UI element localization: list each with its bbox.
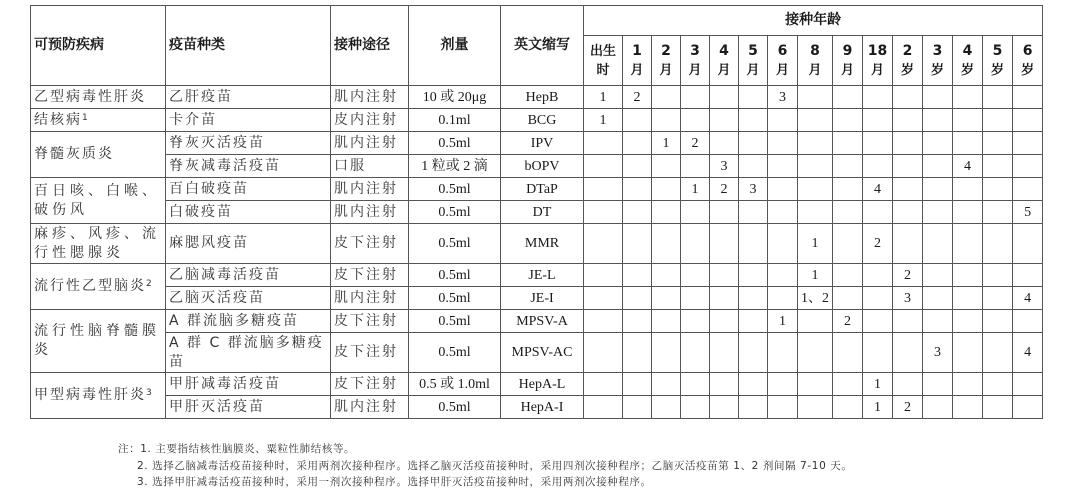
vaccine-cell: 百白破疫苗 (166, 178, 331, 201)
dose-number-cell (681, 264, 710, 287)
dose-number-cell: 1 (768, 310, 798, 333)
dose-number-cell: 4 (1013, 287, 1043, 310)
dose-number-cell (681, 310, 710, 333)
dose-number-cell (623, 132, 652, 155)
dose-number-cell (923, 155, 953, 178)
dose-number-cell (768, 155, 798, 178)
dose-number-cell: 3 (923, 333, 953, 373)
dose-number-cell (893, 310, 923, 333)
age-header: 2 岁 (893, 36, 923, 86)
dose-number-cell (584, 287, 623, 310)
dose-cell: 0.5ml (409, 178, 501, 201)
dose-number-cell (983, 86, 1013, 109)
dose-number-cell (893, 109, 923, 132)
dose-number-cell (710, 264, 739, 287)
vaccine-cell: A 群流脑多糖疫苗 (166, 310, 331, 333)
dose-number-cell (1013, 264, 1043, 287)
dose-number-cell (983, 310, 1013, 333)
abbr-cell: MMR (501, 224, 584, 264)
dose-number-cell: 2 (893, 264, 923, 287)
age-header: 8 月 (798, 36, 833, 86)
route-cell: 肌内注射 (331, 287, 409, 310)
dose-number-cell (798, 310, 833, 333)
table-row (31, 224, 1043, 264)
dose-number-cell (681, 86, 710, 109)
dose-number-cell (983, 264, 1013, 287)
dose-number-cell: 2 (863, 224, 893, 264)
dose-cell: 0.5ml (409, 287, 501, 310)
dose-number-cell (798, 201, 833, 224)
dose-number-cell (739, 373, 768, 396)
dose-number-cell (1013, 224, 1043, 264)
dose-number-cell: 5 (1013, 201, 1043, 224)
vaccine-cell: 乙脑灭活疫苗 (166, 287, 331, 310)
disease-cell: 百日咳、白喉、破伤风 (31, 178, 166, 224)
disease-cell: 脊髓灰质炎 (31, 132, 166, 178)
dose-number-cell (768, 178, 798, 201)
disease-cell: 麻疹、风疹、流行性腮腺炎 (31, 224, 166, 264)
age-header: 6 月 (768, 36, 798, 86)
dose-number-cell: 2 (623, 86, 652, 109)
immunization-schedule-table (30, 5, 1043, 419)
dose-number-cell (863, 333, 893, 373)
dose-number-cell (798, 333, 833, 373)
dose-number-cell (681, 333, 710, 373)
dose-number-cell (833, 287, 863, 310)
header-dose: 剂量 (409, 6, 501, 86)
dose-number-cell (739, 109, 768, 132)
dose-number-cell (923, 86, 953, 109)
dose-number-cell (584, 310, 623, 333)
dose-number-cell (710, 224, 739, 264)
abbr-cell: IPV (501, 132, 584, 155)
dose-number-cell (833, 132, 863, 155)
dose-cell: 0.5ml (409, 132, 501, 155)
age-header: 5 岁 (983, 36, 1013, 86)
dose-number-cell (953, 178, 983, 201)
dose-number-cell (863, 264, 893, 287)
table-row (31, 155, 1043, 178)
abbr-cell: DT (501, 201, 584, 224)
dose-number-cell: 4 (953, 155, 983, 178)
dose-number-cell (584, 333, 623, 373)
dose-number-cell (798, 109, 833, 132)
abbr-cell: DTaP (501, 178, 584, 201)
header-abbr: 英文缩写 (501, 6, 584, 86)
table-row (31, 178, 1043, 201)
disease-cell: 流行性脑脊髓膜炎 (31, 310, 166, 373)
dose-number-cell (710, 132, 739, 155)
dose-number-cell (652, 333, 681, 373)
route-cell: 肌内注射 (331, 132, 409, 155)
dose-number-cell (623, 287, 652, 310)
abbr-cell: HepA-I (501, 396, 584, 419)
table-row (31, 396, 1043, 419)
dose-number-cell (681, 224, 710, 264)
dose-number-cell (798, 396, 833, 419)
table-row (31, 86, 1043, 109)
table-row (31, 264, 1043, 287)
footnotes (118, 441, 853, 491)
dose-number-cell (833, 396, 863, 419)
dose-number-cell (953, 224, 983, 264)
dose-number-cell: 3 (739, 178, 768, 201)
dose-number-cell (798, 155, 833, 178)
dose-number-cell (983, 178, 1013, 201)
vaccine-cell: 甲肝灭活疫苗 (166, 396, 331, 419)
dose-number-cell (1013, 132, 1043, 155)
dose-number-cell (953, 396, 983, 419)
dose-number-cell (953, 333, 983, 373)
age-header: 9 月 (833, 36, 863, 86)
dose-cell: 0.5ml (409, 333, 501, 373)
dose-number-cell: 1、2 (798, 287, 833, 310)
route-cell: 肌内注射 (331, 178, 409, 201)
dose-number-cell (652, 396, 681, 419)
dose-number-cell (893, 132, 923, 155)
route-cell: 皮内注射 (331, 109, 409, 132)
route-cell: 肌内注射 (331, 201, 409, 224)
dose-number-cell (953, 373, 983, 396)
dose-number-cell (768, 224, 798, 264)
dose-number-cell (652, 287, 681, 310)
dose-number-cell (953, 86, 983, 109)
dose-number-cell (1013, 396, 1043, 419)
dose-number-cell (739, 132, 768, 155)
footnote-2: 2. 选择乙脑减毒活疫苗接种时，采用两剂次接种程序。选择乙脑灭活疫苗接种时，采用四剂次接种程序；乙脑灭活疫苗第 1、2 剂间隔 7-10 天。 (137, 459, 853, 472)
abbr-cell: JE-L (501, 264, 584, 287)
dose-number-cell (923, 224, 953, 264)
dose-number-cell (1013, 178, 1043, 201)
dose-number-cell (893, 333, 923, 373)
dose-number-cell (768, 109, 798, 132)
dose-number-cell (983, 201, 1013, 224)
abbr-cell: BCG (501, 109, 584, 132)
dose-number-cell (1013, 310, 1043, 333)
dose-number-cell (768, 396, 798, 419)
dose-number-cell: 3 (710, 155, 739, 178)
age-header: 出生 时 (584, 36, 623, 86)
dose-number-cell (710, 310, 739, 333)
vaccine-cell: 甲肝减毒活疫苗 (166, 373, 331, 396)
disease-cell: 甲型病毒性肝炎$^3$ (31, 373, 166, 419)
vaccine-cell: 白破疫苗 (166, 201, 331, 224)
dose-number-cell (923, 373, 953, 396)
schedule-body (31, 86, 1043, 419)
dose-number-cell (710, 373, 739, 396)
dose-number-cell (833, 224, 863, 264)
dose-number-cell (623, 373, 652, 396)
vaccine-cell: 卡介苗 (166, 109, 331, 132)
route-cell: 皮下注射 (331, 264, 409, 287)
dose-number-cell (623, 155, 652, 178)
dose-number-cell (623, 396, 652, 419)
dose-number-cell (923, 132, 953, 155)
age-header: 6 岁 (1013, 36, 1043, 86)
dose-cell: 0.5 或 1.0ml (409, 373, 501, 396)
dose-number-cell: 1 (652, 132, 681, 155)
abbr-cell: HepB (501, 86, 584, 109)
dose-number-cell (833, 201, 863, 224)
dose-number-cell (623, 224, 652, 264)
dose-number-cell (1013, 109, 1043, 132)
dose-number-cell (983, 333, 1013, 373)
dose-number-cell (983, 109, 1013, 132)
dose-number-cell (833, 264, 863, 287)
dose-number-cell (739, 201, 768, 224)
dose-number-cell (681, 373, 710, 396)
dose-number-cell (739, 224, 768, 264)
dose-number-cell (833, 333, 863, 373)
dose-number-cell: 1 (798, 264, 833, 287)
dose-number-cell (923, 264, 953, 287)
dose-number-cell: 4 (1013, 333, 1043, 373)
table-row (31, 333, 1043, 373)
abbr-cell: MPSV-AC (501, 333, 584, 373)
route-cell: 皮下注射 (331, 224, 409, 264)
dose-number-cell: 3 (768, 86, 798, 109)
dose-number-cell (584, 373, 623, 396)
dose-number-cell (983, 155, 1013, 178)
dose-cell: 0.1ml (409, 109, 501, 132)
dose-number-cell (863, 132, 893, 155)
header-vaccine: 疫苗种类 (166, 6, 331, 86)
dose-number-cell (584, 224, 623, 264)
age-header: 4 月 (710, 36, 739, 86)
table-row (31, 109, 1043, 132)
dose-number-cell (923, 109, 953, 132)
route-cell: 皮下注射 (331, 373, 409, 396)
dose-number-cell (768, 264, 798, 287)
dose-number-cell (652, 201, 681, 224)
dose-number-cell (710, 333, 739, 373)
dose-number-cell (768, 201, 798, 224)
dose-number-cell (652, 109, 681, 132)
dose-number-cell: 4 (863, 178, 893, 201)
dose-number-cell (739, 155, 768, 178)
dose-cell: 0.5ml (409, 396, 501, 419)
dose-number-cell (652, 224, 681, 264)
disease-cell: 乙型病毒性肝炎 (31, 86, 166, 109)
dose-number-cell (798, 178, 833, 201)
dose-number-cell: 2 (710, 178, 739, 201)
vaccine-cell: 脊灰灭活疫苗 (166, 132, 331, 155)
dose-number-cell (652, 178, 681, 201)
dose-number-cell (983, 287, 1013, 310)
dose-number-cell (863, 201, 893, 224)
dose-number-cell (953, 310, 983, 333)
dose-number-cell (923, 201, 953, 224)
disease-cell: 结核病$^1$ (31, 109, 166, 132)
dose-number-cell (623, 310, 652, 333)
age-header: 2 月 (652, 36, 681, 86)
dose-number-cell (983, 373, 1013, 396)
dose-number-cell (584, 132, 623, 155)
dose-number-cell (798, 86, 833, 109)
dose-number-cell (681, 201, 710, 224)
dose-number-cell: 1 (798, 224, 833, 264)
dose-number-cell (833, 109, 863, 132)
dose-number-cell (681, 287, 710, 310)
dose-number-cell (798, 373, 833, 396)
dose-number-cell (623, 109, 652, 132)
dose-number-cell (893, 373, 923, 396)
dose-number-cell (768, 132, 798, 155)
dose-number-cell (584, 201, 623, 224)
dose-number-cell (923, 287, 953, 310)
age-header: 3 岁 (923, 36, 953, 86)
age-header: 5 月 (739, 36, 768, 86)
table-row (31, 310, 1043, 333)
table-row (31, 373, 1043, 396)
dose-number-cell (710, 109, 739, 132)
dose-cell: 0.5ml (409, 224, 501, 264)
age-header: 18 月 (863, 36, 893, 86)
footnote-3: 3. 选择甲肝减毒活疫苗接种时，采用一剂次接种程序。选择甲肝灭活疫苗接种时，采用两剂次接种程序。 (137, 476, 652, 488)
dose-number-cell: 1 (863, 373, 893, 396)
dose-number-cell (953, 109, 983, 132)
dose-number-cell (953, 201, 983, 224)
dose-number-cell (833, 373, 863, 396)
dose-number-cell (1013, 373, 1043, 396)
dose-number-cell (710, 201, 739, 224)
dose-number-cell (953, 132, 983, 155)
dose-number-cell (652, 310, 681, 333)
route-cell: 皮下注射 (331, 333, 409, 373)
table-row (31, 287, 1043, 310)
route-cell: 皮下注射 (331, 310, 409, 333)
dose-number-cell (893, 155, 923, 178)
dose-number-cell (1013, 86, 1043, 109)
route-cell: 肌内注射 (331, 86, 409, 109)
dose-number-cell (739, 287, 768, 310)
dose-number-cell (652, 264, 681, 287)
dose-number-cell (983, 132, 1013, 155)
vaccine-cell: 乙肝疫苗 (166, 86, 331, 109)
dose-cell: 0.5ml (409, 310, 501, 333)
dose-number-cell: 1 (584, 86, 623, 109)
dose-number-cell (863, 155, 893, 178)
vaccine-cell: 脊灰减毒活疫苗 (166, 155, 331, 178)
dose-number-cell (863, 86, 893, 109)
dose-number-cell (623, 178, 652, 201)
dose-number-cell: 2 (833, 310, 863, 333)
header-route: 接种途径 (331, 6, 409, 86)
dose-number-cell (893, 224, 923, 264)
age-header: 3 月 (681, 36, 710, 86)
dose-number-cell (584, 264, 623, 287)
dose-number-cell (623, 201, 652, 224)
route-cell: 口服 (331, 155, 409, 178)
dose-number-cell (768, 287, 798, 310)
dose-number-cell (1013, 155, 1043, 178)
header-disease: 可预防疾病 (31, 6, 166, 86)
table-row (31, 132, 1043, 155)
dose-number-cell (863, 109, 893, 132)
abbr-cell: MPSV-A (501, 310, 584, 333)
dose-number-cell (739, 264, 768, 287)
dose-number-cell (893, 201, 923, 224)
dose-number-cell (652, 155, 681, 178)
dose-number-cell (739, 86, 768, 109)
dose-number-cell (893, 178, 923, 201)
vaccine-cell: A 群 C 群流脑多糖疫苗 (166, 333, 331, 373)
dose-number-cell (739, 333, 768, 373)
dose-number-cell (768, 333, 798, 373)
route-cell: 肌内注射 (331, 396, 409, 419)
footnote-1: 注：1. 主要指结核性脑膜炎、粟粒性肺结核等。 (118, 443, 356, 455)
dose-number-cell (623, 264, 652, 287)
dose-number-cell: 2 (681, 132, 710, 155)
vaccine-cell: 麻腮风疫苗 (166, 224, 331, 264)
dose-number-cell (652, 373, 681, 396)
dose-number-cell (953, 287, 983, 310)
dose-number-cell (584, 155, 623, 178)
dose-number-cell (681, 155, 710, 178)
dose-number-cell (833, 155, 863, 178)
dose-number-cell (953, 264, 983, 287)
header-age-group: 接种年龄 (584, 6, 1043, 36)
dose-number-cell (923, 178, 953, 201)
abbr-cell: HepA-L (501, 373, 584, 396)
dose-number-cell (833, 86, 863, 109)
dose-cell: 10 或 20μg (409, 86, 501, 109)
dose-number-cell (584, 396, 623, 419)
dose-number-cell (652, 86, 681, 109)
age-header: 4 岁 (953, 36, 983, 86)
dose-number-cell (710, 287, 739, 310)
dose-cell: 0.5ml (409, 264, 501, 287)
dose-number-cell (893, 86, 923, 109)
dose-number-cell (923, 396, 953, 419)
dose-number-cell (710, 86, 739, 109)
dose-number-cell (833, 178, 863, 201)
dose-cell: 1 粒或 2 滴 (409, 155, 501, 178)
dose-number-cell (983, 224, 1013, 264)
dose-number-cell (983, 396, 1013, 419)
abbr-cell: bOPV (501, 155, 584, 178)
vaccine-cell: 乙脑减毒活疫苗 (166, 264, 331, 287)
dose-number-cell (584, 178, 623, 201)
dose-number-cell (923, 310, 953, 333)
dose-number-cell (863, 287, 893, 310)
dose-number-cell (768, 373, 798, 396)
dose-number-cell (739, 396, 768, 419)
dose-number-cell: 1 (863, 396, 893, 419)
age-header: 1 月 (623, 36, 652, 86)
dose-number-cell (798, 132, 833, 155)
dose-number-cell (739, 310, 768, 333)
dose-number-cell (681, 109, 710, 132)
dose-number-cell (623, 333, 652, 373)
dose-number-cell: 1 (681, 178, 710, 201)
dose-number-cell: 2 (893, 396, 923, 419)
dose-number-cell: 3 (893, 287, 923, 310)
dose-number-cell (710, 396, 739, 419)
dose-number-cell (863, 310, 893, 333)
dose-cell: 0.5ml (409, 201, 501, 224)
dose-number-cell: 1 (584, 109, 623, 132)
abbr-cell: JE-I (501, 287, 584, 310)
disease-cell: 流行性乙型脑炎$^2$ (31, 264, 166, 310)
table-row (31, 201, 1043, 224)
dose-number-cell (681, 396, 710, 419)
